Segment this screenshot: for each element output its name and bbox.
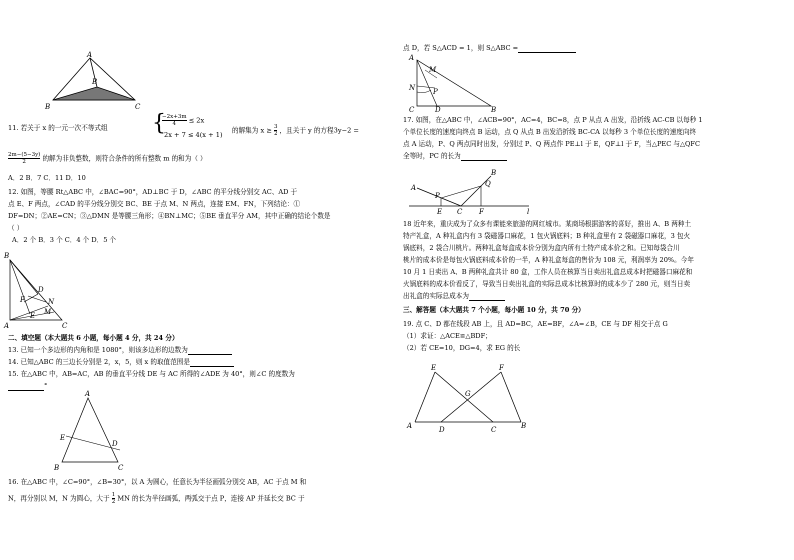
q18-line5: 10 月 1 日卖出 A、B 两种礼盒共计 80 盒，工作人员在核算当日卖出礼盒总成本时把磁器口麻花和 — [403, 268, 693, 276]
fig15-label-b: B — [54, 464, 60, 472]
q16-continued: 点 D，若 S△ACD = 1，则 S△ABC = — [403, 44, 576, 53]
q12-line1: 12. 如图，等腰 Rt△ABC 中，∠BAC=90°，AD⊥BC 于 D，∠ABC 的平分线分别交 AC、AD 于 — [8, 188, 298, 196]
fig12-label-f: F — [20, 296, 25, 304]
fig17-label-c: C — [457, 208, 463, 216]
q11-system-bottom: 2x + 7 ≤ 4(x + 1) — [164, 131, 223, 139]
fig15-label-e: E — [60, 434, 66, 442]
q11-system-top: $\frac{-2x+3m}{4}$ ≤ 2x — [162, 114, 205, 127]
fig12-label-b: B — [4, 252, 10, 260]
fig19-label-f: F — [499, 364, 504, 372]
q12-line4: （ ） — [8, 224, 24, 232]
section3-title: 三、解答题（本大题共 7 个小题，每小题 10 分，共 70 分） — [403, 306, 585, 314]
q12-choices: A．2 个 B．3 个 C．4 个 D．5 个 — [12, 236, 117, 244]
q17-answer-blank[interactable] — [461, 153, 507, 161]
q17-line2: 个单位长度的速度向终点 B 运动，点 Q 从点 B 出发沿折线 BC-CA 以每秒 3 个单位长度的速度向终 — [403, 128, 697, 136]
q18-answer-blank[interactable] — [469, 293, 505, 301]
fig16-label-p: P — [433, 88, 438, 96]
fig12-label-m: M — [44, 308, 52, 316]
q14: 14. 已知△ABC 的三边长分别是 2，x，5，则 x 的取值范围是 — [8, 358, 234, 367]
q19: 19. 点 C、D 都在线段 AB 上，且 AD=BC，AE=BF，∠A=∠B，CE 与 DF 相交于点 G — [403, 320, 668, 328]
fig19-label-g: G — [465, 390, 471, 398]
fig-top-label-b: B — [45, 103, 51, 111]
section2-title: 二、填空题（本大题共 6 小题，每小题 4 分，共 24 分） — [8, 334, 179, 342]
fig17-label-f: F — [479, 208, 484, 216]
fig17-label-q: Q — [485, 180, 491, 188]
q18-line2: 特产礼盒，A 种礼盒内有 3 袋磁器口麻花，1 包火锅底料；B 种礼盒里有 2 袋磁器口麻花，3 包火 — [403, 232, 691, 240]
q19-part1: （1）求证：△ACE≌△BDF； — [403, 332, 492, 340]
q11-choices: A．2 B．7 C．11 D．10 — [8, 174, 86, 182]
system-brace: { — [152, 111, 166, 136]
fig19-label-b: B — [521, 422, 527, 430]
fig19-label-d: D — [439, 426, 445, 434]
q18-line7: 出礼盒的实际总成本为 — [403, 292, 505, 301]
q12-figure — [4, 254, 84, 329]
fig12-label-n: N — [48, 298, 55, 306]
fig12-label-d: D — [38, 286, 44, 294]
q11-line1-post: 的解集为 x ≥ $\frac{3}{2}$ ，且关于 y 的方程3y−2 = — [232, 124, 359, 137]
q18-line4: 桃片的成本价是每包火锅底料成本价的一半，A 种礼盒每盒的售价为 108 元，利润率为 20%。今年 — [403, 256, 694, 264]
fig17-label-a: A — [411, 184, 417, 192]
q15-line1: 15. 在△ABC 中，AB=AC，AB 的垂直平分线 DE 与 AC 所得的∠ADE 为 40°，则∠C 的度数为 — [8, 370, 295, 378]
fig-top-label-b-inner: B — [92, 78, 98, 86]
fig17-label-p: P — [435, 192, 440, 200]
q13-answer-blank[interactable] — [188, 347, 232, 355]
fig15-label-a: A — [85, 390, 91, 398]
q19-figure — [409, 364, 529, 434]
fig16-label-a: A — [409, 54, 415, 62]
q12-line3: DF=DN；②AE=CN；③△DMN 是等腰三角形；④BN⊥MC；⑤BE 垂直平分 AM，其中正确的结论个数是 — [8, 212, 331, 220]
q18-line1: 18 近年来，重庆成为了众多有课能来旅游的网红城市。某商场根据游客的喜好，推出 A、B 两种土 — [403, 220, 692, 228]
q16-line2: N，再分别以 M，N 为圆心，大于 $\frac{1}{2}$ MN 的长为半径画弧，两弧交于点 P，连接 AP 并延长交 BC 于 — [8, 492, 305, 505]
fig16-label-n: N — [409, 84, 416, 92]
q17-line3: 点 A 运动，P、Q 两点同时出发，分别过 P、Q 两点作 PE⊥l 于 E，QF⊥l 于 F，当△PEC 与△QFC — [403, 140, 701, 148]
fig16-label-m: M — [429, 66, 437, 74]
q12-line2: 点 E、F 两点，∠CAD 的平分线分别交 BC、BE 于点 M、N 两点，连接 EM、FN，下列结论：① — [8, 200, 301, 208]
fig17-label-l: l — [527, 208, 530, 216]
q13: 13. 已知一个多边形的内角和是 1080°，则该多边形的边数为 — [8, 346, 232, 355]
q16-line1: 16. 在△ABC 中，∠C=90°，∠B=30°，以 A 为圆心，任意长为半径画弧分别交 AB，AC 于点 M 和 — [8, 478, 307, 486]
fig19-label-c: C — [491, 426, 497, 434]
q14-answer-blank[interactable] — [190, 359, 234, 367]
q18-line3: 锅底料，2 袋合川桃片。两种礼盒每盒成本价分别为盒内所有土特产成本价之和。已知每袋合川 — [403, 244, 680, 252]
q16-answer-blank[interactable] — [518, 45, 576, 53]
fig12-label-a: A — [4, 322, 10, 330]
fig12-label-e: E — [30, 312, 36, 320]
fig12-label-c: C — [62, 322, 68, 330]
fig15-label-d: D — [112, 440, 118, 448]
triangle-figure-top — [45, 52, 145, 114]
fig19-label-e: E — [431, 364, 437, 372]
q17-line4: 全等时，PC 的长为 — [403, 152, 507, 161]
fig19-label-a: A — [407, 422, 413, 430]
fig-top-label-c: C — [135, 103, 141, 111]
q17-line1: 17. 如图，在△ABC 中，∠ACB=90°，AC=4，BC=8，点 P 从点 A 出发，沿折线 AC-CB 以每秒 1 — [403, 116, 703, 124]
q16-figure — [411, 56, 501, 112]
q17-figure — [405, 168, 535, 216]
q11-line2: $\frac{2m-(5-3y)}{2}$ 的解为非负整数，则符合条件的所有整数 m 的和为（ ） — [8, 152, 207, 165]
q15-answer-blank[interactable] — [8, 383, 44, 391]
fig15-label-c: C — [118, 464, 124, 472]
fig16-label-c: C — [409, 106, 415, 114]
q15-figure — [52, 392, 132, 472]
fig16-label-d: D — [435, 106, 441, 114]
fig-top-label-a: A — [87, 51, 93, 59]
fig16-label-b: B — [491, 106, 497, 114]
fig17-label-b: B — [491, 169, 497, 177]
q11-line1: 11. 若关于 x 的一元一次不等式组 — [8, 124, 108, 132]
fig17-label-e: E — [437, 208, 443, 216]
q18-line6: 火锅底料的成本价看反了，导致当日卖出礼盒的实际总成本比核算时的成本少了 280 元，则当日卖 — [403, 280, 691, 288]
q19-part2: （2）若 CE=10，DG=4，求 EG 的长 — [403, 344, 521, 352]
q15-line2: ° — [8, 382, 47, 391]
